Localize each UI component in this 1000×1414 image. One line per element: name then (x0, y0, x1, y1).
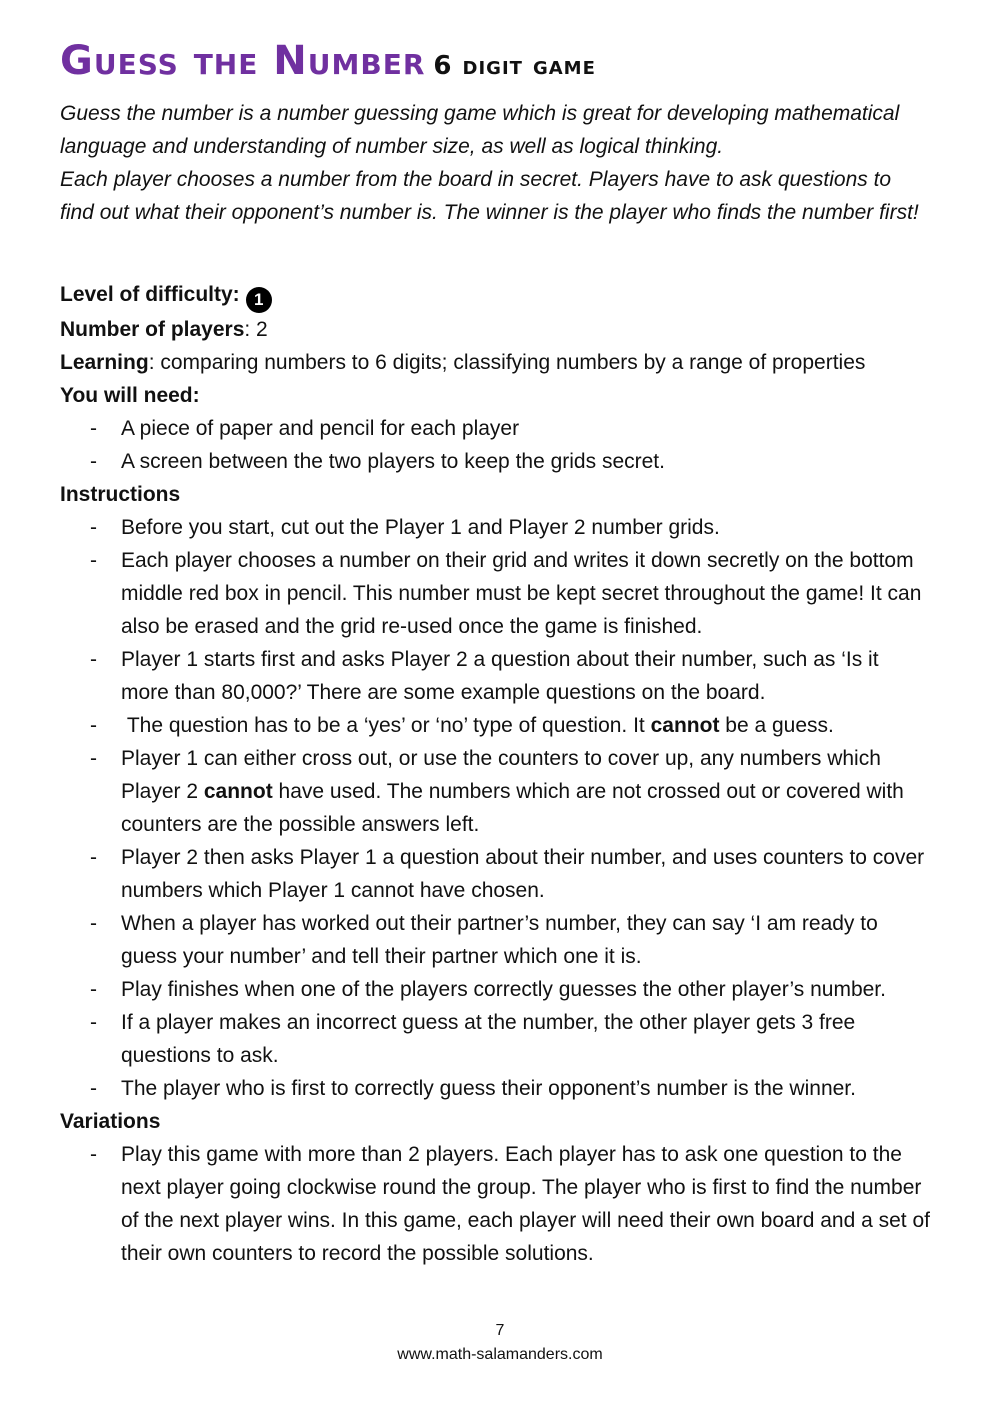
list-item: - Player 2 then asks Player 1 a question about their number, and uses counters to cover numbers which Player 1 cannot have chosen. (60, 841, 930, 907)
players-label: Number of players (60, 318, 245, 341)
difficulty-badge: 1 (246, 287, 272, 313)
players-line (60, 313, 930, 346)
list-item: - Each player chooses a number on their grid and writes it down secretly on the bottom middle red box in pencil. This number must be kept secret throughout the game! It can also be erased and the grid re-used once the game is finished. (60, 544, 930, 643)
learning-line (60, 346, 930, 379)
title-main: Guess the Number (60, 38, 426, 84)
intro-text (60, 97, 930, 229)
list-item: - A screen between the two players to keep the grids secret. (60, 445, 930, 478)
list-item: - Player 1 can either cross out, or use the counters to cover up, any numbers which Player 2 cannot have used. The numbers which are not crossed out or covered with counters are the possible answers left. (60, 742, 930, 841)
page-title (60, 38, 596, 84)
players-value: : 2 (244, 318, 268, 341)
list-item: - The question has to be a ‘yes’ or ‘no’ type of question. It cannot be a guess. (60, 709, 930, 742)
website-link[interactable]: www.math-salamanders.com (397, 1346, 603, 1363)
list-item: - Play finishes when one of the players correctly guesses the other player’s number. (60, 973, 930, 1006)
list-item: - When a player has worked out their partner’s number, they can say ‘I am ready to guess your number’ and tell their partner which one it is. (60, 907, 930, 973)
difficulty-line (60, 278, 930, 313)
intro-paragraph: Each player chooses a number from the board in secret. Players have to ask questions to find out what their opponent’s number is. The winner is the player who finds the number first! (60, 168, 919, 224)
list-item: - Play this game with more than 2 players. Each player has to ask one question to the next player going clockwise round the group. The player who is first to find the number of the next player wins. In this game, each player will need their own board and a set of their own counters to record the possible solutions. (60, 1138, 930, 1270)
list-item: - Player 1 starts first and asks Player 2 a question about their number, such as ‘Is it more than 80,000?’ There are some example questions on the board. (60, 643, 930, 709)
instructions-list (60, 511, 930, 1105)
title-sub: 6 digit game (433, 51, 596, 81)
variations-list (60, 1138, 930, 1270)
intro-paragraph: Guess the number is a number guessing game which is great for developing mathematical language and understanding of number size, as well as logical thinking. (60, 102, 900, 158)
list-item: - If a player makes an incorrect guess at the number, the other player gets 3 free questions to ask. (60, 1006, 930, 1072)
learning-value: : comparing numbers to 6 digits; classifying numbers by a range of properties (148, 351, 866, 374)
instructions-heading: Instructions (60, 483, 181, 506)
list-item: - The player who is first to correctly guess their opponent’s number is the winner. (60, 1072, 930, 1105)
list-item: - Before you start, cut out the Player 1 and Player 2 number grids. (60, 511, 930, 544)
variations-heading: Variations (60, 1110, 161, 1133)
list-item: - A piece of paper and pencil for each player (60, 412, 930, 445)
you-will-need-heading: You will need: (60, 384, 200, 407)
learning-label: Learning (60, 351, 149, 374)
difficulty-label: Level of difficulty: (60, 283, 240, 306)
page-number: 7 (495, 1322, 505, 1339)
you-will-need-list (60, 412, 930, 478)
game-details (60, 278, 930, 1270)
